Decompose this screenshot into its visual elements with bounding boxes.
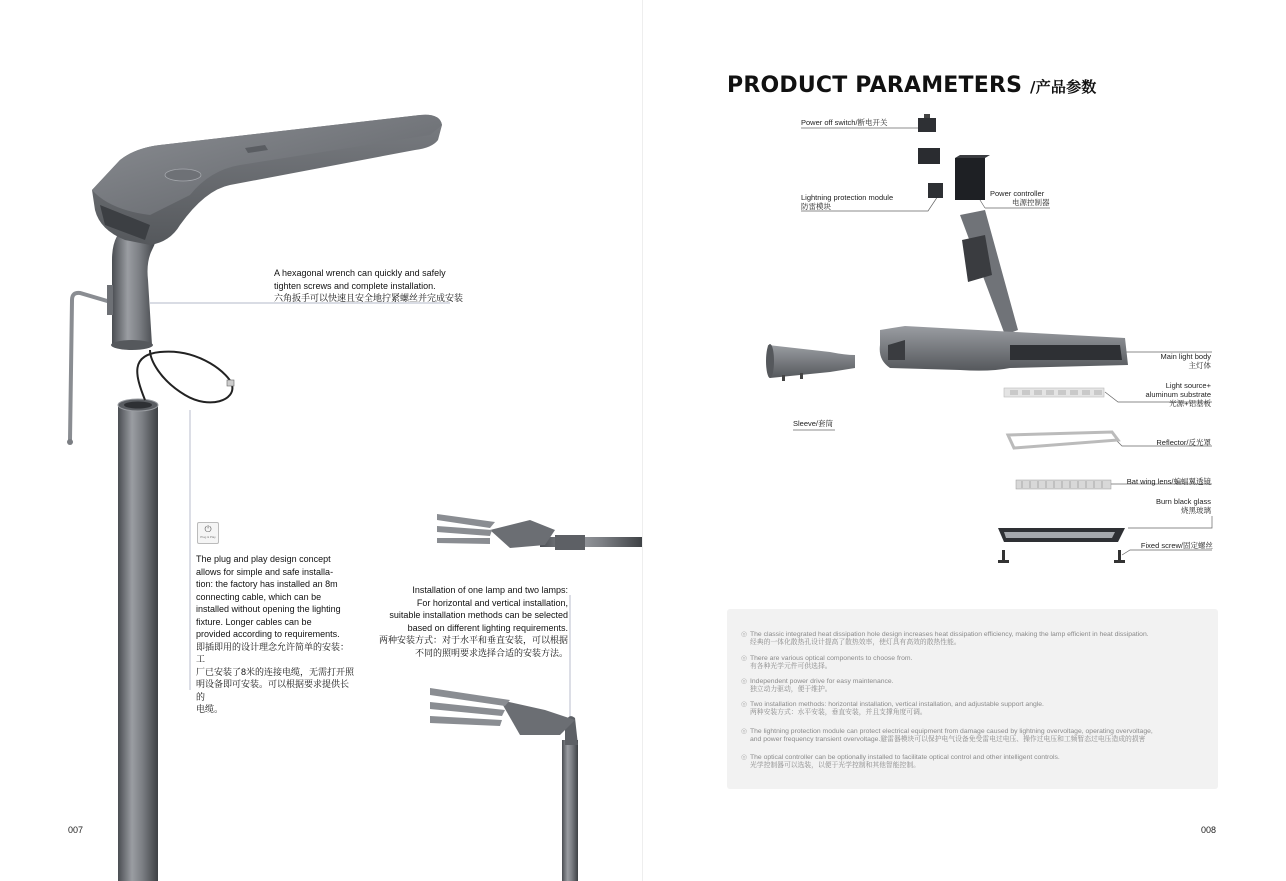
bullet-icon: ◎	[741, 754, 748, 761]
feature-item	[741, 678, 1211, 695]
power-off-switch-part	[918, 114, 936, 132]
label-lightning-en: Lightning protection module	[801, 193, 894, 202]
fixed-screw-part	[998, 550, 1125, 563]
label-lightning-module	[801, 193, 893, 211]
feature-en: The lightning protection module can protect electrical equipment from damage caused by lightning overvoltage, operating overvoltage,	[750, 728, 1153, 735]
feature-cn: 避雷器模块可以保护电气设备免受雷电过电压、操作过电压和工频暂态过电压造成的损害	[880, 736, 1146, 744]
feature-item	[741, 728, 1211, 745]
label-bat-wing-lens: Bat wing lens/蝙蝠翼透镜	[1126, 477, 1211, 486]
feature-cn: 独立动力驱动，便于维护。	[750, 686, 832, 694]
feature-item	[741, 754, 1211, 771]
feature-item	[741, 655, 1211, 672]
install-note-line: 两种安装方式：对于水平和垂直安装，可以根据	[378, 635, 568, 645]
page-number-left: 007	[68, 825, 84, 835]
label-power-off-switch: Power off switch/断电开关	[801, 118, 888, 127]
feature-en: The classic integrated heat dissipation hole design increases heat dissipation efficiency, making the lamp efficient in heat dissipation.	[750, 631, 1149, 638]
plug-note-line: 厂已安装了8米的连接电缆，无需打开照	[196, 666, 355, 677]
reflector-part	[1008, 432, 1118, 448]
bullet-icon: ◎	[741, 701, 748, 708]
label-glass-cn: 烧黑玻璃	[1181, 506, 1211, 515]
label-burn-black-glass	[1110, 497, 1211, 515]
sleeve-part	[766, 344, 855, 381]
plug-note-line: installed without opening the lighting	[196, 604, 341, 614]
plug-note-line: connecting cable, which can be	[196, 591, 322, 602]
bullet-icon: ◎	[741, 655, 748, 662]
plug-note-line: tion: the factory has installed an 8m	[196, 579, 338, 589]
label-reflector: Reflector/反光罩	[1156, 438, 1211, 447]
install-note-line: based on different lighting requirements.	[407, 622, 568, 633]
main-light-body-part	[880, 326, 1128, 371]
label-fixed-screw: Fixed screw/固定螺丝	[1140, 541, 1213, 550]
label-main-light-body	[1110, 352, 1211, 370]
feature-item	[741, 701, 1211, 718]
install-note-line: Installation of one lamp and two lamps:	[412, 585, 568, 595]
feature-item	[741, 631, 1211, 648]
label-power-controller-en: Power controller	[990, 189, 1045, 198]
page-title-cn: /产品参数	[1030, 78, 1097, 96]
label-main-body-en: Main light body	[1160, 352, 1211, 361]
wrench-note-en-1: A hexagonal wrench can quickly and safely	[274, 268, 446, 278]
install-note-line: For horizontal and vertical installation,	[416, 597, 568, 608]
label-light-source-en2: aluminum substrate	[1145, 390, 1211, 399]
label-main-body-cn: 主灯体	[1188, 361, 1211, 370]
plug-note-line: 电缆。	[196, 704, 224, 714]
feature-cn: 光学控制器可以选装，以便于光学控制和其他智能控制。	[750, 762, 920, 770]
plug-note-line: fixture. Longer cables can be	[196, 616, 312, 627]
light-source-part	[1004, 388, 1104, 397]
label-power-controller-cn: 电源控制器	[1012, 198, 1050, 207]
plug-note-line: provided according to requirements.	[196, 629, 340, 639]
feature-en-2: and power frequency transient overvoltage.	[750, 736, 881, 744]
features-panel	[727, 609, 1218, 789]
label-sleeve: Sleeve/套筒	[793, 419, 834, 428]
plug-note-line: 即插即用的设计理念允许简单的安装：工	[196, 641, 350, 664]
bullet-icon: ◎	[741, 728, 748, 735]
feature-en: There are various optical components to choose from.	[750, 655, 913, 662]
bullet-icon: ◎	[741, 631, 748, 638]
wrench-note-cn: 六角扳手可以快速且安全地拧紧螺丝并完成安装	[274, 293, 464, 303]
page-number-right: 008	[1201, 825, 1217, 835]
label-light-source-cn: 光源+铝基板	[1169, 399, 1211, 408]
feature-en: The optical controller can be optionally installed to facilitate optical control and other intelligent controls.	[750, 754, 1060, 761]
open-cover-part	[960, 210, 1018, 335]
label-power-controller	[990, 189, 1050, 207]
install-note-line: 不同的照明要求选择合适的安装方法。	[414, 647, 568, 658]
label-light-source-en1: Light source+	[1165, 381, 1211, 390]
plug-play-icon-label: Plug & Play	[200, 535, 216, 539]
feature-cn: 两种安装方式：水平安装，垂直安装，并且支撑角度可调。	[750, 709, 927, 717]
burn-black-glass-part	[998, 528, 1125, 542]
feature-cn: 有各种光学元件可供选择。	[750, 663, 832, 671]
bullet-icon: ◎	[741, 678, 748, 685]
switch-base-part	[918, 148, 940, 164]
install-note-line: suitable installation methods can be selected	[389, 610, 568, 620]
plug-note-line: allows for simple and safe installa-	[196, 566, 334, 577]
label-glass-en: Burn black glass	[1155, 497, 1211, 506]
plug-note-line: 明设备即可安装。可以根据要求提供长的	[196, 679, 350, 702]
label-light-source	[1110, 381, 1211, 408]
feature-en: Two installation methods: horizontal installation, vertical installation, and adjustable support angle.	[750, 701, 1044, 708]
feature-en: Independent power drive for easy maintenance.	[750, 678, 894, 685]
label-lightning-cn: 防雷模块	[801, 202, 831, 211]
feature-cn: 经典的一体化散热孔设计提高了散热效率，使灯具有高效的散热性能。	[750, 639, 961, 647]
plug-play-icon: ⏻ Plug & Play	[197, 522, 219, 544]
page-title-en: PRODUCT PARAMETERS	[727, 73, 1023, 98]
wrench-note-en-2: tighten screws and complete installation.	[274, 280, 436, 291]
lightning-module-part	[928, 183, 943, 198]
power-controller-part	[955, 155, 990, 200]
plug-note-line: The plug and play design concept	[196, 554, 331, 564]
